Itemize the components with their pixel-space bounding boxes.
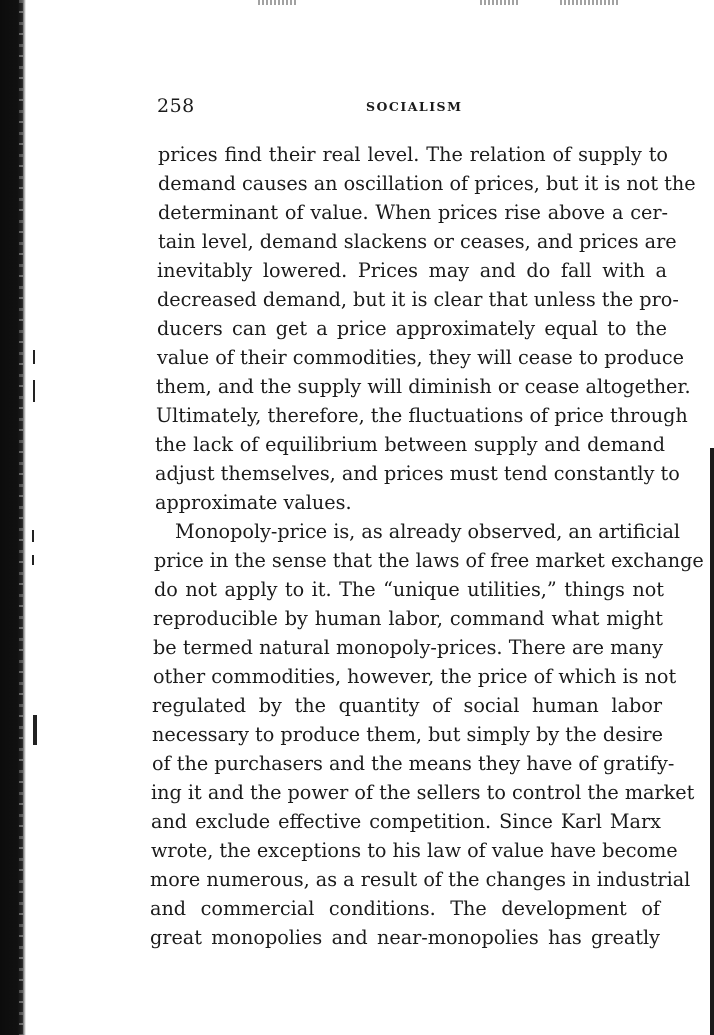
text-line: them, and the supply will diminish or cease altogether. bbox=[156, 375, 691, 398]
margin-mark bbox=[33, 380, 35, 402]
text-line: demand causes an oscillation of prices, but it is not the bbox=[158, 172, 696, 195]
text-line: determinant of value. When prices rise above a cer- bbox=[158, 201, 668, 224]
text-line: Ultimately, therefore, the fluctuations of price through bbox=[156, 404, 688, 427]
page-edge-shadow bbox=[710, 448, 714, 1035]
text-line: adjust themselves, and prices must tend constantly to bbox=[155, 462, 680, 485]
text-line: more numerous, as a result of the changes in industrial bbox=[150, 868, 691, 891]
text-line: and exclude effective competition. Since Karl Marx bbox=[151, 810, 661, 833]
text-line: be termed natural monopoly-prices. There are many bbox=[153, 636, 663, 659]
text-line: wrote, the exceptions to his law of value have become bbox=[151, 839, 678, 862]
margin-mark bbox=[33, 715, 37, 745]
scan-smudge bbox=[480, 0, 520, 5]
text-line: and commercial conditions. The development of bbox=[150, 897, 660, 920]
text-line: value of their commodities, they will cease to produce bbox=[157, 346, 684, 369]
text-line: approximate values. bbox=[155, 491, 352, 514]
binding-texture bbox=[19, 0, 23, 1035]
running-title: SOCIALISM bbox=[366, 99, 463, 114]
text-line: other commodities, however, the price of which is not bbox=[153, 665, 677, 688]
scan-smudge bbox=[560, 0, 620, 5]
text-line: prices find their real level. The relation of supply to bbox=[158, 143, 668, 166]
text-line: decreased demand, but it is clear that unless the pro- bbox=[157, 288, 679, 311]
scan-smudge bbox=[258, 0, 298, 5]
margin-mark bbox=[32, 530, 34, 542]
text-line: great monopolies and near-monopolies has greatly bbox=[150, 926, 660, 949]
text-line: the lack of equilibrium between supply and demand bbox=[155, 433, 665, 456]
paragraph-first-line: Monopoly-price is, as already observed, an artificial bbox=[175, 520, 681, 543]
text-line: necessary to produce them, but simply by the desire bbox=[152, 723, 663, 746]
text-line: regulated by the quantity of social human labor bbox=[152, 694, 662, 717]
text-line: ing it and the power of the sellers to control the market bbox=[151, 781, 695, 804]
text-line: inevitably lowered. Prices may and do fall with a bbox=[157, 259, 667, 282]
page-header bbox=[157, 95, 665, 121]
text-line: tain level, demand slackens or ceases, and prices are bbox=[158, 230, 677, 253]
page-number: 258 bbox=[157, 95, 195, 117]
text-line: ducers can get a price approximately equal to the bbox=[157, 317, 667, 340]
text-line: do not apply to it. The “unique utilities,” things not bbox=[154, 578, 664, 601]
margin-mark bbox=[32, 555, 34, 565]
text-line: of the purchasers and the means they have of gratify- bbox=[152, 752, 675, 775]
text-line: price in the sense that the laws of free market exchange bbox=[154, 549, 704, 572]
text-line: reproducible by human labor, command what might bbox=[153, 607, 663, 630]
margin-mark bbox=[33, 350, 35, 364]
